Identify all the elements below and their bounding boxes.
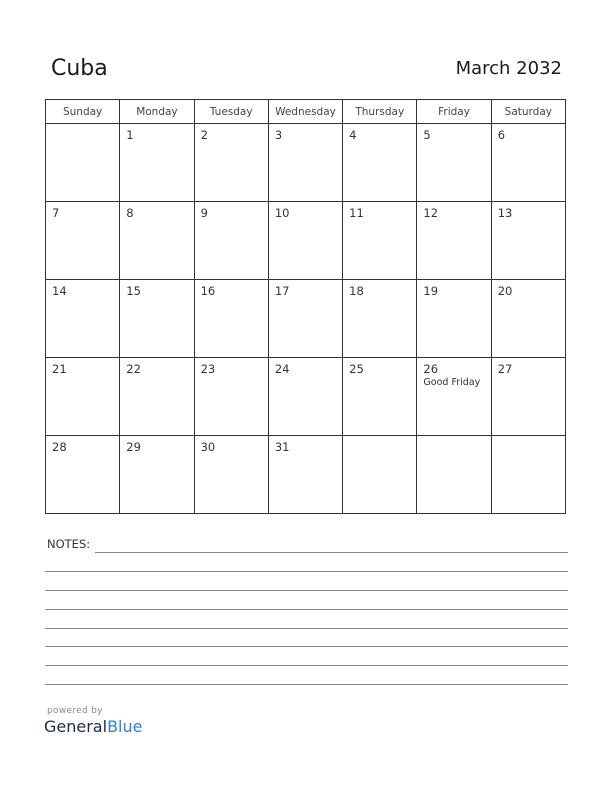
day-cell xyxy=(46,124,120,202)
weekday-header: Monday xyxy=(120,100,194,124)
day-cell xyxy=(343,358,417,436)
notes-line xyxy=(95,552,568,553)
day-cell xyxy=(343,280,417,358)
day-cell xyxy=(194,124,268,202)
day-cell xyxy=(343,124,417,202)
day-cell xyxy=(417,358,491,436)
day-number: 28 xyxy=(52,440,67,454)
brand-name-part1: General xyxy=(44,717,108,736)
day-cell xyxy=(46,280,120,358)
notes-line xyxy=(45,609,568,610)
day-number: 5 xyxy=(423,128,431,142)
day-cell xyxy=(417,202,491,280)
powered-by-text: powered by xyxy=(47,706,103,716)
day-cell xyxy=(491,202,565,280)
day-number: 3 xyxy=(274,128,283,142)
weekday-header: Tuesday xyxy=(194,100,268,124)
day-cell xyxy=(268,436,342,514)
brand-logo[interactable] xyxy=(44,717,142,736)
day-cell xyxy=(268,358,342,436)
week-row xyxy=(46,358,566,436)
day-cell xyxy=(343,436,417,514)
day-number: 31 xyxy=(274,440,290,454)
day-number: 12 xyxy=(423,206,439,220)
day-number: 19 xyxy=(423,284,439,298)
day-cell xyxy=(194,280,268,358)
week-row xyxy=(46,202,566,280)
day-cell xyxy=(194,436,268,514)
weekday-header: Wednesday xyxy=(268,100,342,124)
day-number: 4 xyxy=(349,128,357,142)
day-cell xyxy=(120,124,194,202)
day-number: 23 xyxy=(200,362,216,376)
country-title: Cuba xyxy=(51,56,108,81)
day-number: 14 xyxy=(52,284,67,298)
notes-line xyxy=(45,665,568,666)
month-year-title: March 2032 xyxy=(455,58,562,79)
weekday-header: Saturday xyxy=(491,100,565,124)
week-row xyxy=(46,280,566,358)
day-cell xyxy=(343,202,417,280)
day-number: 27 xyxy=(497,362,513,376)
calendar-grid xyxy=(45,99,566,514)
day-cell xyxy=(417,124,491,202)
day-cell xyxy=(194,202,268,280)
day-cell xyxy=(120,280,194,358)
weekday-header: Friday xyxy=(417,100,491,124)
day-number: 15 xyxy=(126,284,141,298)
day-number: 21 xyxy=(52,362,67,376)
day-number: 20 xyxy=(497,284,513,298)
weekday-header-row xyxy=(46,100,566,124)
notes-line xyxy=(45,646,568,647)
notes-line xyxy=(45,571,568,572)
notes-line xyxy=(45,590,568,591)
day-cell xyxy=(491,124,565,202)
day-cell xyxy=(268,280,342,358)
day-number: 9 xyxy=(200,206,208,220)
weekday-header: Thursday xyxy=(343,100,417,124)
day-cell xyxy=(46,358,120,436)
brand-name-part2: Blue xyxy=(107,717,143,736)
day-number: 2 xyxy=(200,128,208,142)
day-number: 24 xyxy=(274,362,290,376)
day-cell xyxy=(417,436,491,514)
holiday-label: Good Friday xyxy=(423,377,481,388)
week-row xyxy=(46,436,566,514)
day-cell xyxy=(491,358,565,436)
day-cell xyxy=(491,280,565,358)
day-number: 7 xyxy=(52,206,60,220)
day-number: 17 xyxy=(274,284,290,298)
day-number: 11 xyxy=(349,206,364,220)
day-cell xyxy=(417,280,491,358)
day-number: 29 xyxy=(126,440,141,454)
notes-label: NOTES: xyxy=(47,537,91,551)
day-number: 16 xyxy=(200,284,216,298)
day-number: 30 xyxy=(200,440,216,454)
day-number: 6 xyxy=(497,128,506,142)
day-cell xyxy=(120,436,194,514)
day-number: 22 xyxy=(126,362,141,376)
day-cell xyxy=(491,436,565,514)
day-number: 13 xyxy=(497,206,513,220)
day-number: 10 xyxy=(274,206,290,220)
notes-line xyxy=(45,684,568,685)
day-number: 18 xyxy=(349,284,364,298)
day-cell xyxy=(46,202,120,280)
day-cell xyxy=(268,202,342,280)
notes-line xyxy=(45,628,568,629)
day-cell xyxy=(268,124,342,202)
day-number: 25 xyxy=(349,362,364,376)
day-number: 26 xyxy=(423,362,439,376)
weekday-header: Sunday xyxy=(46,100,120,124)
day-cell xyxy=(120,358,194,436)
day-number: 1 xyxy=(126,128,134,142)
day-cell xyxy=(120,202,194,280)
week-row xyxy=(46,124,566,202)
day-cell xyxy=(46,436,120,514)
day-cell xyxy=(194,358,268,436)
day-number: 8 xyxy=(126,206,134,220)
